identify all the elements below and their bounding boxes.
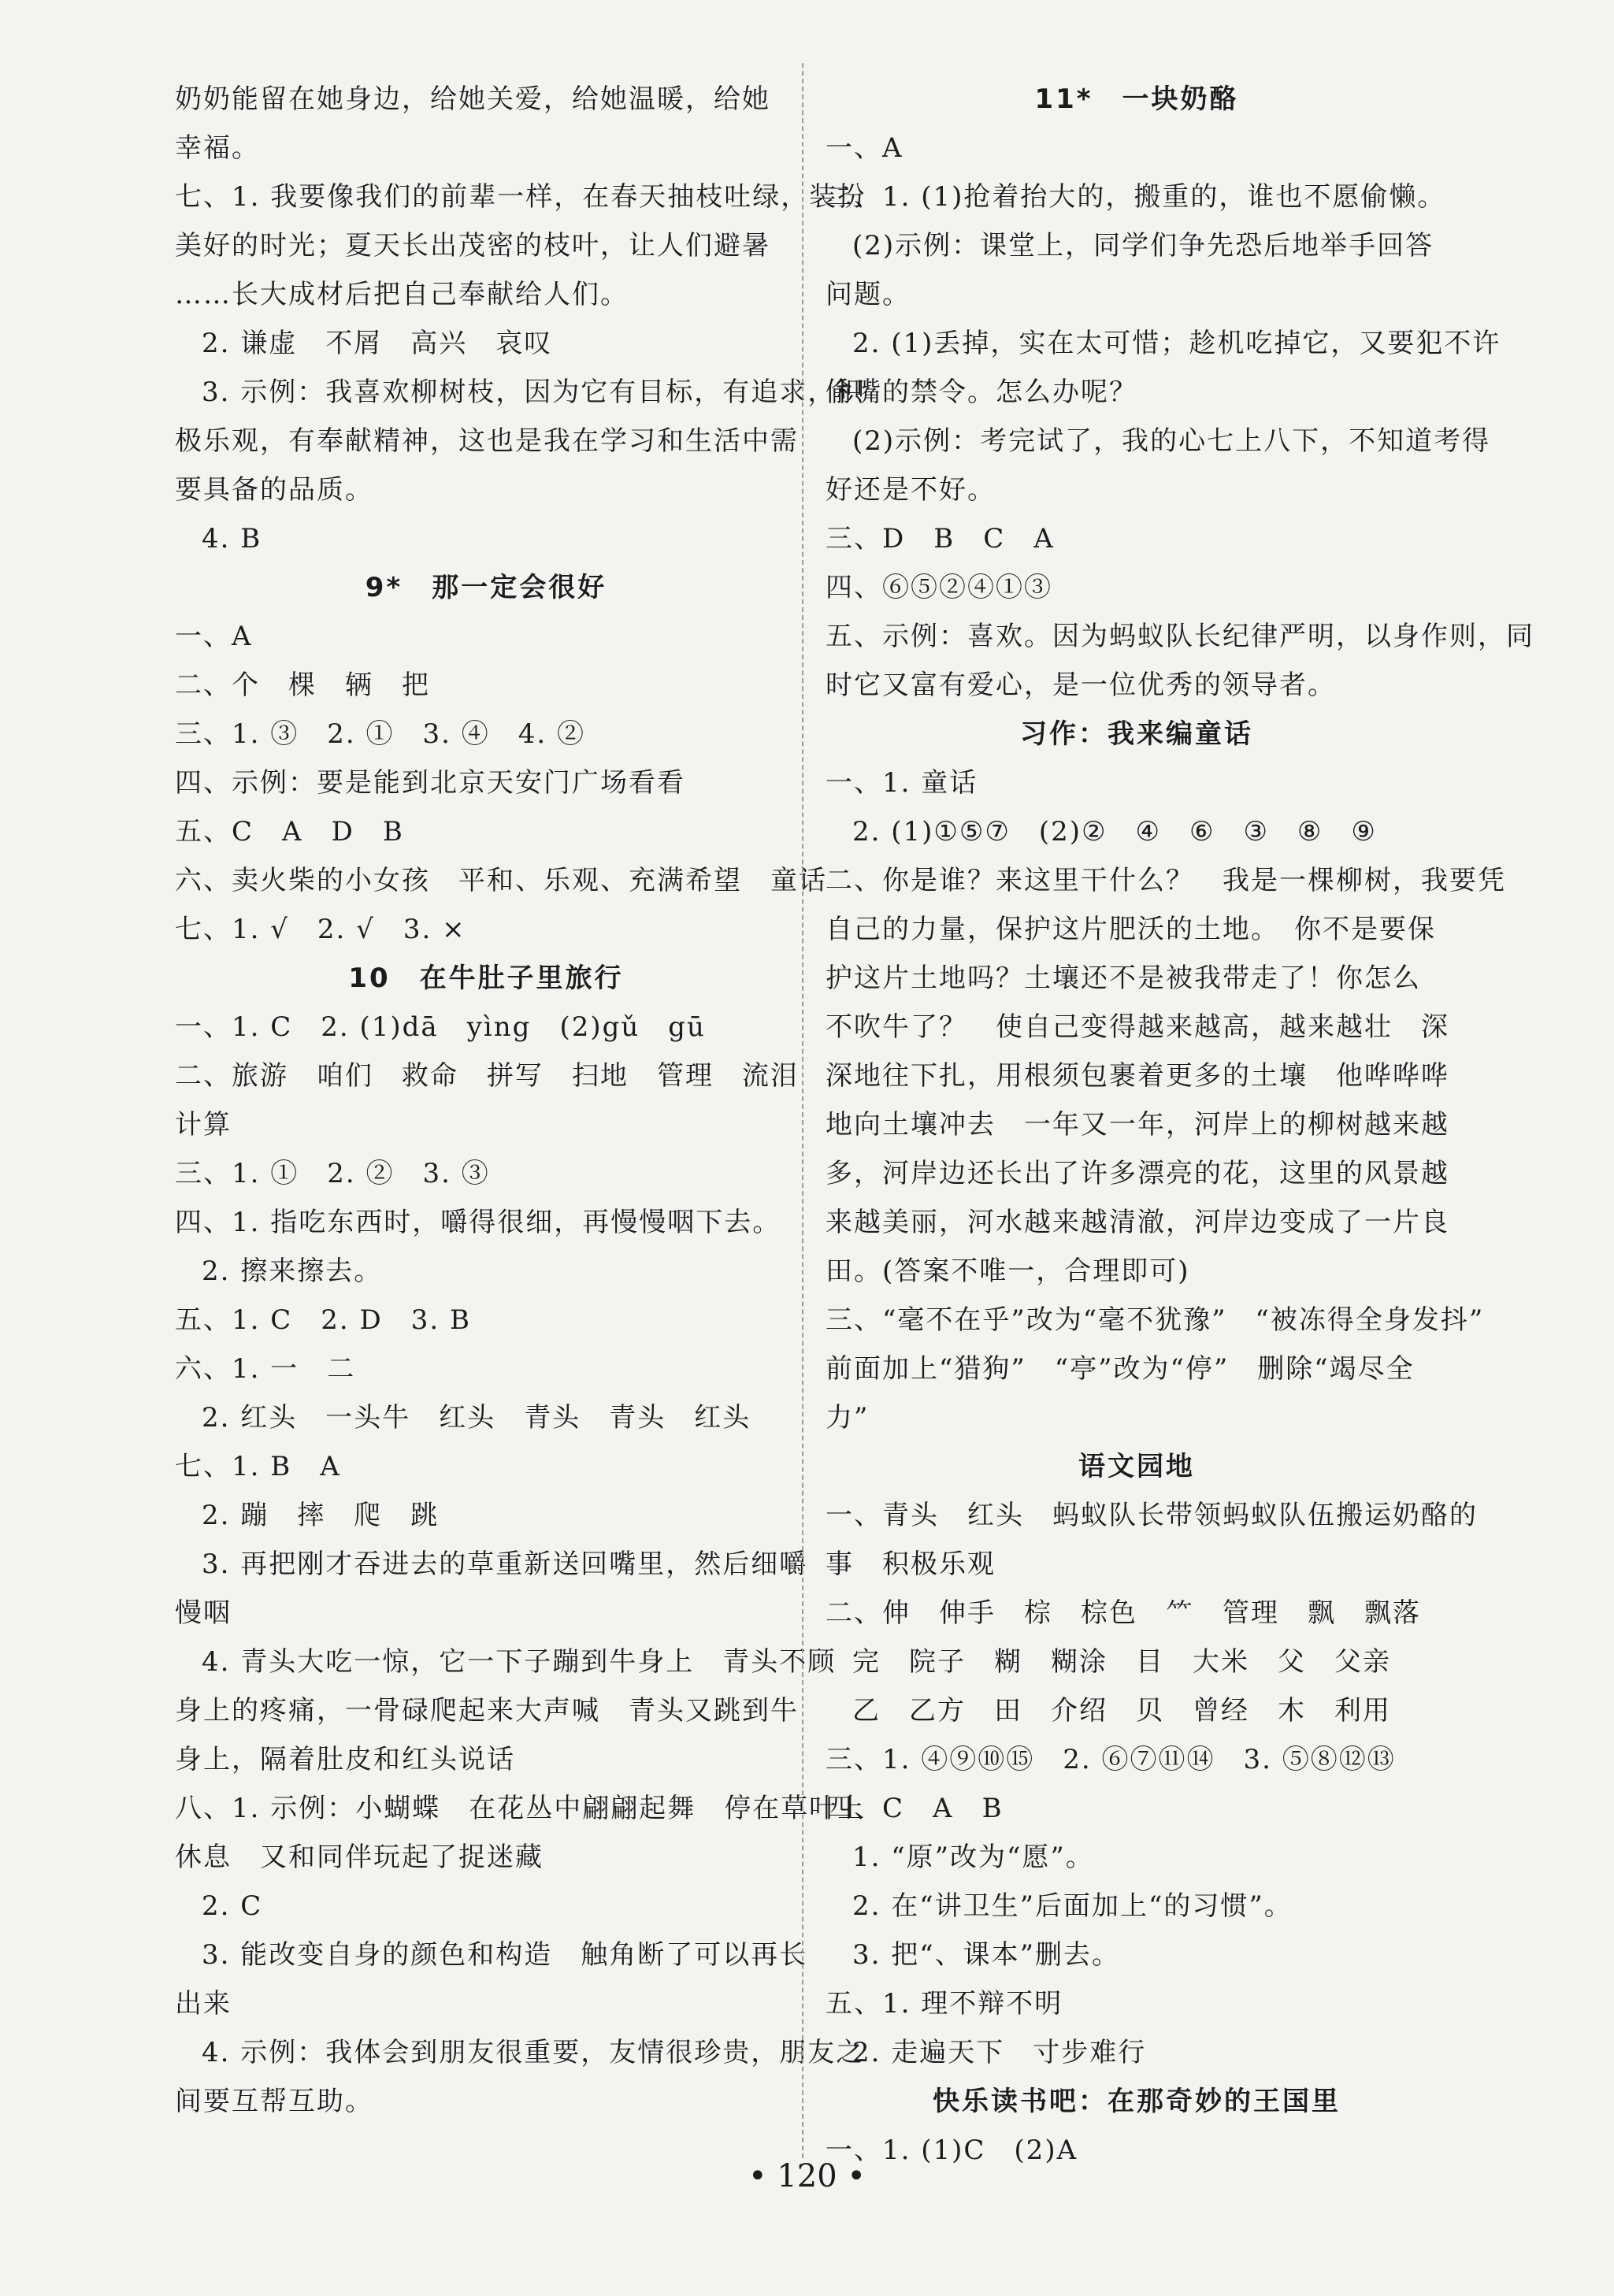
answer-line: 力” bbox=[826, 1402, 870, 1434]
answer-line: 田。(答案不唯一，合理即可) bbox=[826, 1256, 1190, 1287]
answer-line: 一、A bbox=[826, 132, 903, 164]
answer-line: 2. (1)丢掉，实在太可惜；趁机吃掉它，又要犯不许 bbox=[852, 328, 1501, 359]
answer-line: 一、1. 童话 bbox=[826, 767, 978, 799]
answer-line: 2. 走遍天下 寸步难行 bbox=[852, 2037, 1147, 2068]
section-title: 11* 一块奶酪 bbox=[1034, 83, 1239, 115]
answer-line: 四、示例：要是能到北京天安门广场看看 bbox=[175, 767, 685, 799]
answer-line: 六、1. 一 二 bbox=[175, 1353, 356, 1385]
answer-line: 好还是不好。 bbox=[826, 474, 996, 506]
answer-line: 多，河岸边还长出了许多漂亮的花，这里的风景越 bbox=[826, 1158, 1449, 1189]
answer-line: 慢咽 bbox=[175, 1597, 232, 1629]
section-title: 快乐读书吧：在那奇妙的王国里 bbox=[933, 2086, 1341, 2117]
answer-line: 乙 乙方 田 介绍 贝 曾经 木 利用 bbox=[852, 1695, 1391, 1727]
answer-line: 2. 擦来擦去。 bbox=[202, 1256, 383, 1287]
answer-line: 极乐观，有奉献精神，这也是我在学习和生活中需 bbox=[175, 425, 799, 457]
answer-line: 二、1. (1)抢着抬大的，搬重的，谁也不愿偷懒。 bbox=[826, 181, 1446, 213]
answer-line: 要具备的品质。 bbox=[175, 474, 373, 506]
answer-line: 二、个 棵 辆 把 bbox=[175, 670, 430, 701]
answer-line: 时它又富有爱心，是一位优秀的领导者。 bbox=[826, 670, 1336, 701]
answer-line: 2. 蹦 摔 爬 跳 bbox=[202, 1500, 440, 1531]
answer-line: 前面加上“猎狗” “亭”改为“停” 删除“竭尽全 bbox=[826, 1353, 1415, 1385]
answer-line: 出来 bbox=[175, 1988, 232, 2020]
answer-line: 二、你是谁？来这里干什么？ 我是一棵柳树，我要凭 bbox=[826, 865, 1506, 896]
answer-line: 四、⑥⑤②④①③ bbox=[826, 572, 1052, 603]
answer-line: 一、A bbox=[175, 621, 253, 652]
answer-line: 护这片土地吗？土壤还不是被我带走了！你怎么 bbox=[826, 963, 1421, 994]
answer-line: 三、“毫不在乎”改为“毫不犹豫” “被冻得全身发抖” bbox=[826, 1304, 1485, 1336]
answer-line: 五、1. C 2. D 3. B bbox=[175, 1304, 472, 1336]
answer-line: 4. B bbox=[202, 523, 262, 555]
answer-line: 四、1. 指吃东西时，嚼得很细，再慢慢咽下去。 bbox=[175, 1207, 781, 1238]
answer-line: 六、卖火柴的小女孩 平和、乐观、充满希望 童话 bbox=[175, 865, 827, 896]
answer-line: 一、青头 红头 蚂蚁队长带领蚂蚁队伍搬运奶酪的 bbox=[826, 1500, 1478, 1531]
answer-line: 三、1. ③ 2. ① 3. ④ 4. ② bbox=[175, 718, 585, 750]
answer-line: 2. C bbox=[202, 1890, 263, 1922]
answer-line: 3. 能改变自身的颜色和构造 触角断了可以再长 bbox=[202, 1939, 808, 1971]
answer-line: 2. 在“讲卫生”后面加上“的习惯”。 bbox=[852, 1890, 1293, 1922]
answer-line: 一、1. (1)C (2)A bbox=[826, 2135, 1078, 2166]
answer-line: 3. 示例：我喜欢柳树枝，因为它有目标，有追求，积 bbox=[202, 376, 865, 408]
answer-line: 2. 谦虚 不屑 高兴 哀叹 bbox=[202, 328, 553, 359]
answer-line: 五、示例：喜欢。因为蚂蚁队长纪律严明，以身作则，同 bbox=[826, 621, 1534, 652]
answer-line: 休息 又和同伴玩起了捉迷藏 bbox=[175, 1842, 544, 1873]
answer-line: 三、1. ① 2. ② 3. ③ bbox=[175, 1158, 490, 1189]
answer-line: 奶奶能留在她身边，给她关爱，给她温暖，给她 bbox=[175, 83, 770, 115]
answer-line: 地向土壤冲去 一年又一年，河岸上的柳树越来越 bbox=[826, 1109, 1449, 1141]
answer-line: 3. 再把刚才吞进去的草重新送回嘴里，然后细嚼 bbox=[202, 1549, 808, 1580]
answer-line: 计算 bbox=[175, 1109, 232, 1141]
answer-line: 二、伸 伸手 棕 棕色 ⺮ 管理 飘 飘落 bbox=[826, 1597, 1421, 1629]
section-title: 9* 那一定会很好 bbox=[365, 572, 607, 603]
answer-line: 三、1. ④⑨⑩⑮ 2. ⑥⑦⑪⑭ 3. ⑤⑧⑫⑬ bbox=[826, 1744, 1396, 1775]
answer-line: (2)示例：课堂上，同学们争先恐后地举手回答 bbox=[852, 230, 1434, 261]
column-divider bbox=[802, 63, 803, 2158]
answer-line: 三、D B C A bbox=[826, 523, 1055, 555]
answer-line: 不吹牛了？ 使自己变得越来越高，越来越壮 深 bbox=[826, 1011, 1449, 1043]
answer-line: 五、C A D B bbox=[175, 816, 404, 848]
answer-line: 偷嘴的禁令。怎么办呢？ bbox=[826, 376, 1137, 408]
answer-line: 事 积极乐观 bbox=[826, 1549, 996, 1580]
left-column bbox=[175, 75, 866, 2126]
answer-line: 七、1. 我要像我们的前辈一样，在春天抽枝吐绿，装扮 bbox=[175, 181, 866, 213]
answer-line: 4. 示例：我体会到朋友很重要，友情很珍贵，朋友之 bbox=[202, 2037, 865, 2068]
answer-line: 四、C A B bbox=[826, 1793, 1004, 1824]
section-title: 10 在牛肚子里旅行 bbox=[348, 963, 624, 994]
right-column bbox=[826, 75, 1534, 2175]
answer-line: 2. (1)①⑤⑦ (2)② ④ ⑥ ③ ⑧ ⑨ bbox=[852, 816, 1377, 848]
answer-line: 完 院子 糊 糊涂 目 大米 父 父亲 bbox=[852, 1646, 1391, 1678]
answer-line: 4. 青头大吃一惊，它一下子蹦到牛身上 青头不顾 bbox=[202, 1646, 837, 1678]
answer-line: 二、旅游 咱们 救命 拼写 扫地 管理 流泪 bbox=[175, 1060, 799, 1092]
answer-line: 2. 红头 一头牛 红头 青头 青头 红头 bbox=[202, 1402, 751, 1434]
answer-line: 身上的疼痛，一骨碌爬起来大声喊 青头又跳到牛 bbox=[175, 1695, 799, 1727]
answer-line: 1. “原”改为“愿”。 bbox=[852, 1842, 1094, 1873]
answer-line: 七、1. B A bbox=[175, 1451, 341, 1482]
answer-line: 深地往下扎，用根须包裹着更多的土壤 他哗哗哗 bbox=[826, 1060, 1449, 1092]
answer-line: 五、1. 理不辩不明 bbox=[826, 1988, 1063, 2020]
answer-line: ……长大成材后把自己奉献给人们。 bbox=[175, 279, 629, 310]
section-title: 语文园地 bbox=[1078, 1451, 1195, 1482]
section-title: 习作：我来编童话 bbox=[1020, 718, 1253, 750]
answer-line: 八、1. 示例：小蝴蝶 在花丛中翩翩起舞 停在草叶上 bbox=[175, 1793, 866, 1824]
answer-line: 问题。 bbox=[826, 279, 911, 310]
answer-line: 幸福。 bbox=[175, 132, 260, 164]
page-number: • 120 • bbox=[748, 2158, 866, 2194]
answer-line: 间要互帮互助。 bbox=[175, 2086, 373, 2117]
answer-line: 来越美丽，河水越来越清澈，河岸边变成了一片良 bbox=[826, 1207, 1449, 1238]
answer-line: (2)示例：考完试了，我的心七上八下，不知道考得 bbox=[852, 425, 1491, 457]
answer-line: 自己的力量，保护这片肥沃的土地。 你不是要保 bbox=[826, 914, 1436, 945]
answer-line: 身上，隔着肚皮和红头说话 bbox=[175, 1744, 515, 1775]
answer-line: 七、1. √ 2. √ 3. × bbox=[175, 914, 466, 945]
answer-line: 美好的时光；夏天长出茂密的枝叶，让人们避暑 bbox=[175, 230, 770, 261]
answer-line: 一、1. C 2. (1)dā yìng (2)gǔ gū bbox=[175, 1011, 706, 1043]
answer-line: 3. 把“、课本”删去。 bbox=[852, 1939, 1121, 1971]
